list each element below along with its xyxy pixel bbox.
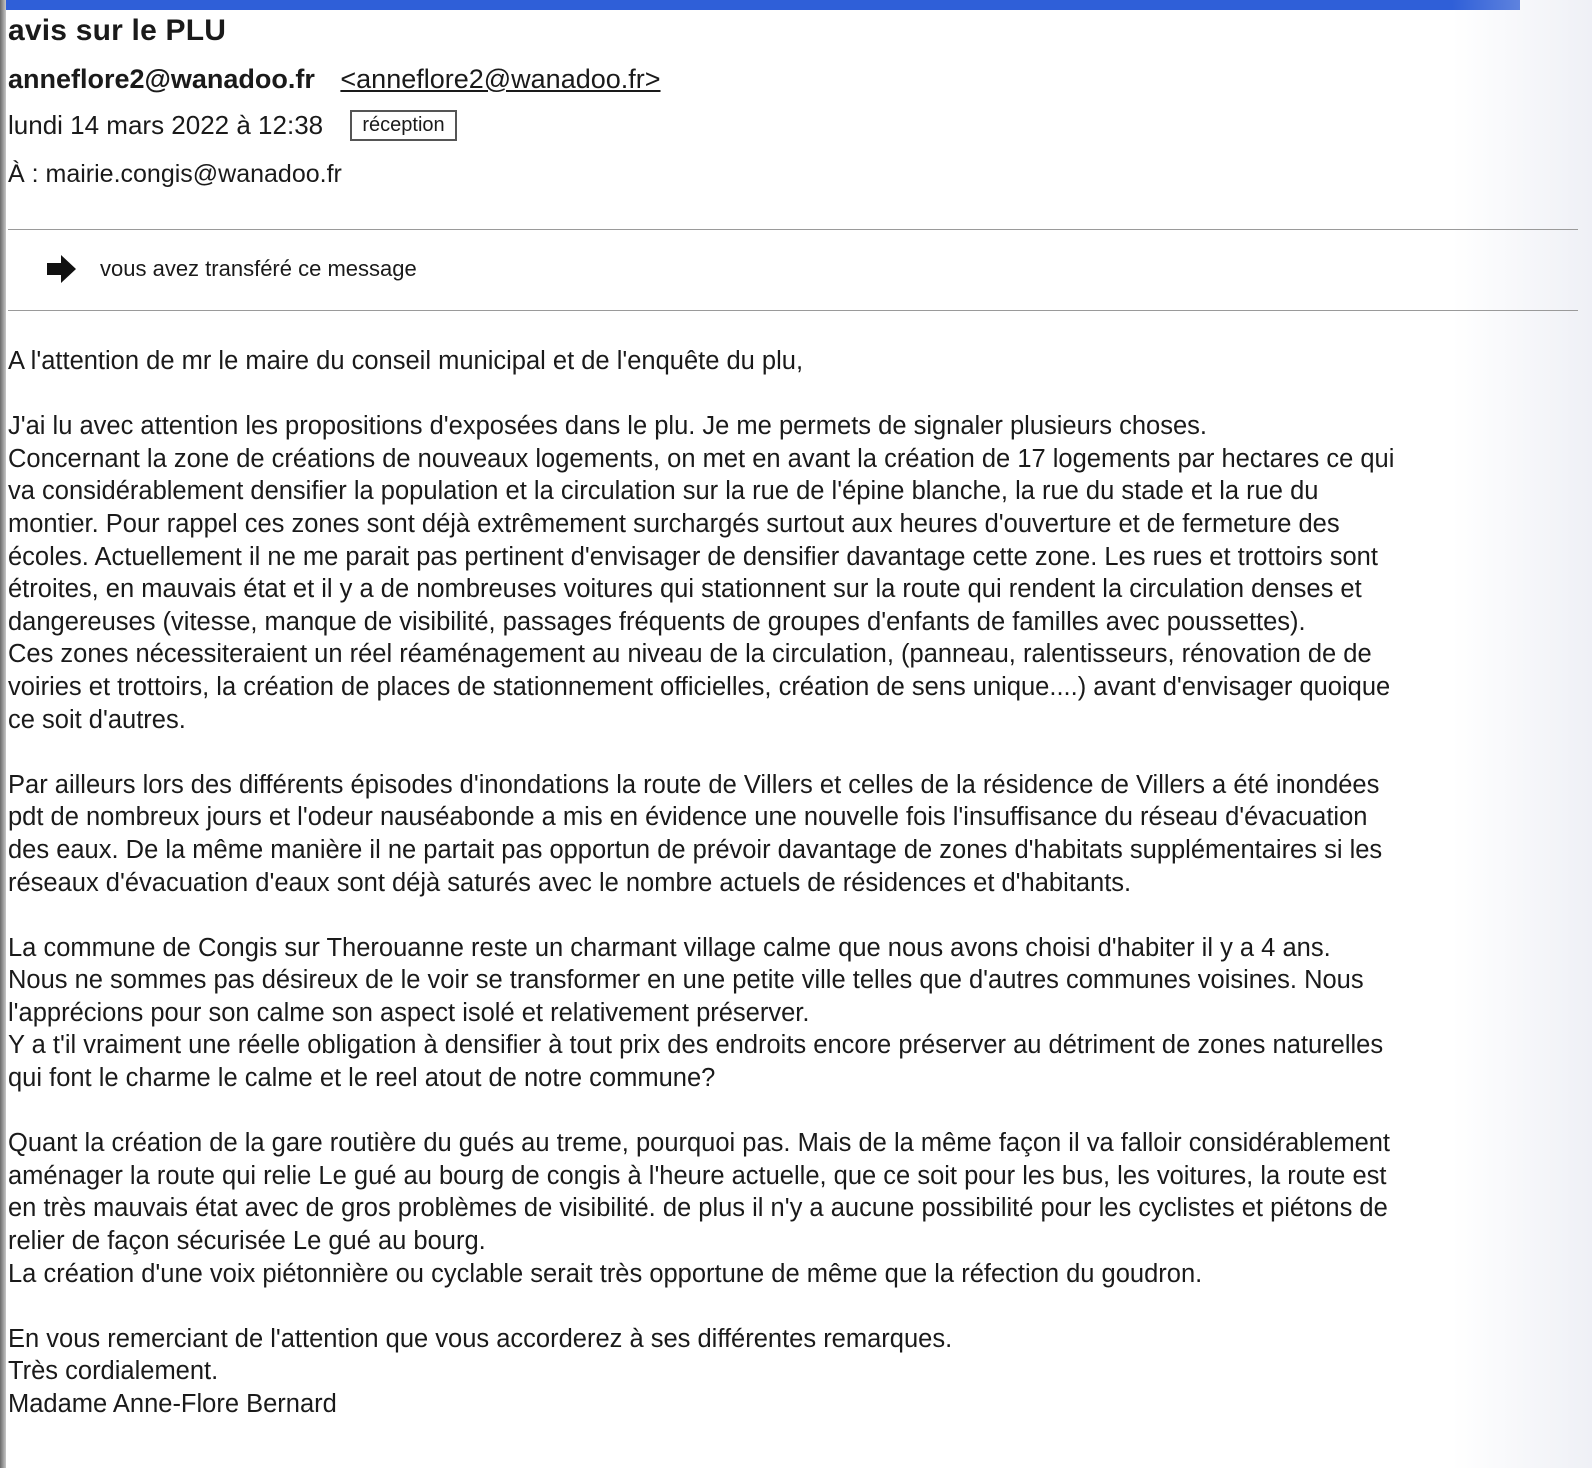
- body-line: Y a t'il vraiment une réelle obligation à densifier à tout prix des endroits encore préserver au détriment de zones naturelles: [8, 1031, 1384, 1060]
- body-line: aménager la route qui relie Le gué au bourg de congis à l'heure actuelle, que ce soit pour les bus, les voitures, la route est: [8, 1161, 1387, 1190]
- body-line: J'ai lu avec attention les propositions d'exposées dans le plu. Je me permets de signaler plusieurs choses.: [8, 412, 1207, 441]
- body-line: écoles. Actuellement il ne me parait pas pertinent d'envisager de densifier davantage cette zone. Les rues et trottoirs sont: [8, 542, 1378, 571]
- paragraph-3: [8, 932, 1568, 1095]
- paragraph-gap: [8, 378, 1568, 411]
- recipient-row: À : mairie.congis@wanadoo.fr: [8, 160, 342, 188]
- divider: [8, 229, 1578, 230]
- body-line: des eaux. De la même manière il ne partait pas opportun de prévoir davantage de zones d'habitats supplémentaires si les: [8, 835, 1383, 864]
- body-line: La commune de Congis sur Therouanne reste un charmant village calme que nous avons choisi d'habiter il y a 4 ans.: [8, 933, 1331, 962]
- forward-notice: [44, 252, 417, 286]
- body-line: qui font le charme le calme et le reel atout de notre commune?: [8, 1064, 716, 1093]
- body-line: La création d'une voix piétonnière ou cyclable serait très opportune de même que la réfection du goudron.: [8, 1259, 1203, 1288]
- paragraph-gap: [8, 736, 1568, 769]
- signature: Madame Anne-Flore Bernard: [8, 1390, 337, 1418]
- body-line: ce soit d'autres.: [8, 705, 186, 734]
- folder-badge[interactable]: réception: [350, 110, 456, 141]
- closing: [8, 1323, 1568, 1421]
- arrow-right-icon: [44, 252, 78, 286]
- forward-notice-text: vous avez transféré ce message: [100, 256, 417, 281]
- scan-left-edge: [0, 0, 6, 1468]
- body-line: dangereuses (vitesse, manque de visibilité, passages fréquents de groupes d'enfants de familles avec poussettes).: [8, 607, 1306, 636]
- sender-name[interactable]: anneflore2@wanadoo.fr: [8, 64, 315, 94]
- closing-line: Très cordialement.: [8, 1357, 219, 1386]
- body-line: en très mauvais état avec de gros problèmes de visibilité. de plus il n'y a aucune possibilité pour les cyclistes et piétons de: [8, 1194, 1388, 1223]
- body-line: voiries et trottoirs, la création de places de stationnement officielles, création de sens unique....) avant d'envisager quoique: [8, 672, 1391, 701]
- paragraph-gap: [8, 1290, 1568, 1323]
- body-line: Concernant la zone de créations de nouveaux logements, on met en avant la création de 17 logements par hectares ce qui: [8, 444, 1395, 473]
- email-date: lundi 14 mars 2022 à 12:38: [8, 110, 324, 140]
- body-line: réseaux d'évacuation d'eaux sont déjà saturés avec le nombre actuels de résidences et d'habitants.: [8, 868, 1132, 897]
- greeting: A l'attention de mr le maire du conseil municipal et de l'enquête du plu,: [8, 347, 804, 375]
- body-line: Quant la création de la gare routière du gués au treme, pourquoi pas. Mais de la même façon il va falloir considérablement: [8, 1129, 1391, 1158]
- divider: [8, 310, 1578, 311]
- body-line: Nous ne sommes pas désireux de le voir se transformer en une petite ville telles que d'autres communes voisines. Nous: [8, 966, 1364, 995]
- body-line: Ces zones nécessiteraient un réel réaménagement au niveau de la circulation, (panneau, ralentisseurs, rénovation de de: [8, 640, 1372, 669]
- body-line: relier de façon sécurisée Le gué au bourg.: [8, 1227, 486, 1256]
- paragraph-4: [8, 1127, 1568, 1290]
- body-line: l'apprécions pour son calme son aspect isolé et relativement préserver.: [8, 998, 810, 1027]
- window-top-bar: [0, 0, 1520, 10]
- sender-row: [8, 64, 661, 95]
- email-subject: avis sur le PLU: [8, 14, 227, 47]
- date-row: [8, 110, 457, 143]
- body-line: Par ailleurs lors des différents épisodes d'inondations la route de Villers et celles de la résidence de Villers a été inondées: [8, 770, 1380, 799]
- email-body: [8, 345, 1568, 1421]
- paragraph-1: [8, 410, 1568, 736]
- sender-address-link[interactable]: <anneflore2@wanadoo.fr>: [340, 64, 661, 94]
- closing-line: En vous remerciant de l'attention que vous accorderez à ses différentes remarques.: [8, 1324, 953, 1353]
- paragraph-2: [8, 769, 1568, 899]
- body-line: étroites, en mauvais état et il y a de nombreuses voitures qui stationnent sur la route qui rendent la circulation denses et: [8, 575, 1362, 604]
- body-line: pdt de nombreux jours et l'odeur nauséabonde a mis en évidence une nouvelle fois l'insuffisance du réseau d'évacuation: [8, 803, 1368, 832]
- body-line: montier. Pour rappel ces zones sont déjà extrêmement surchargés surtout aux heures d'ouverture et de fermeture des: [8, 509, 1340, 538]
- body-line: va considérablement densifier la population et la circulation sur la rue de l'épine blanche, la rue du stade et la rue du: [8, 477, 1319, 506]
- paragraph-gap: [8, 899, 1568, 932]
- paragraph-gap: [8, 1095, 1568, 1128]
